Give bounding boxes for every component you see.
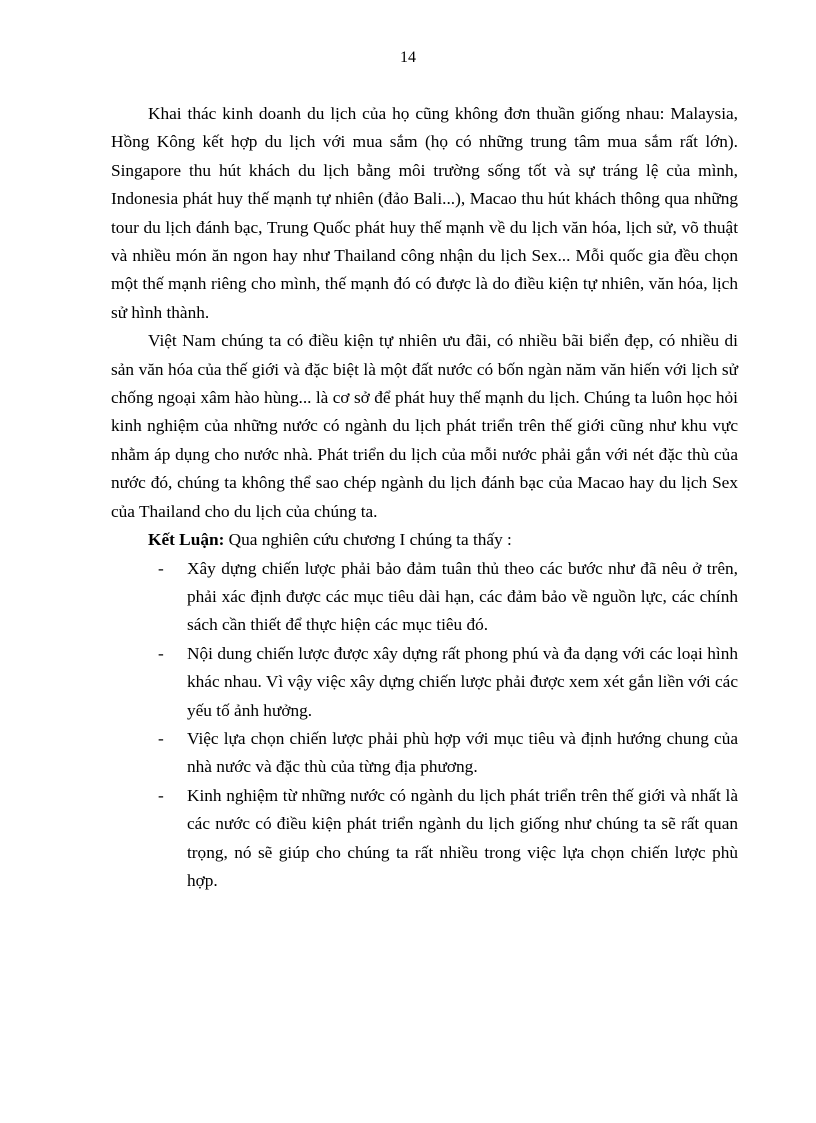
list-item [111, 725, 738, 782]
paragraph-vietnam-tourism: Việt Nam chúng ta có điều kiện tự nhiên ưu đãi, có nhiều bãi biển đẹp, có nhiều di sản văn hóa của thế giới và đặc biệt là một đất nước có bốn ngàn năm văn hiến với lịch sử chống ngoại xâm hào hùng... là cơ sở để phát huy thế mạnh du lịch. Chúng ta luôn học hỏi kinh nghiệm của những nước có ngành du lịch phát triển trên thế giới cũng như khu vực nhằm áp dụng cho nước nhà. Phát triển du lịch của mỗi nước phải gắn với nét đặc thù của nước đó, chúng ta không thể sao chép ngành du lịch đánh bạc của Macao hay du lịch Sex của Thailand cho du lịch của chúng ta. [111, 331, 738, 521]
list-item-text: Xây dựng chiến lược phải bảo đảm tuân thủ theo các bước như đã nêu ở trên, phải xác định được các mục tiêu dài hạn, các đảm bảo về nguồn lực, các chính sách cần thiết để thực hiện các mục tiêu đó. [187, 558, 738, 635]
bullet-dash: - [158, 643, 164, 663]
list-item [111, 640, 738, 725]
bullet-dash: - [158, 785, 164, 805]
list-item-text: Kinh nghiệm từ những nước có ngành du lịch phát triển trên thế giới và nhất là các nước có điều kiện phát triển ngành du lịch giống như chúng ta sẽ rất quan trọng, nó sẽ giúp cho chúng ta rất nhiều trong việc lựa chọn chiến lược phù hợp. [187, 785, 738, 890]
list-item-text: Nội dung chiến lược được xây dựng rất phong phú và đa dạng với các loại hình khác nhau. Vì vậy việc xây dựng chiến lược phải được xem xét gắn liền với các yếu tố ảnh hưởng. [187, 643, 738, 720]
list-item-text: Việc lựa chọn chiến lược phải phù hợp với mục tiêu và định hướng chung của nhà nước và đặc thù của từng địa phương. [187, 728, 738, 777]
conclusion-list [111, 555, 738, 896]
list-item [111, 782, 738, 896]
conclusion-label: Kết Luận: [148, 530, 225, 550]
bullet-dash: - [158, 558, 164, 578]
list-item [111, 555, 738, 640]
document-body [111, 100, 738, 895]
conclusion-heading [111, 526, 738, 554]
conclusion-intro: Qua nghiên cứu chương I chúng ta thấy : [224, 530, 512, 550]
bullet-dash: - [158, 728, 164, 748]
page-number: 14 [400, 49, 416, 66]
paragraph-tourism-models: Khai thác kinh doanh du lịch của họ cũng không đơn thuần giống nhau: Malaysia, Hồng Kông kết hợp du lịch với mua sắm (họ có những trung tâm mua sắm rất lớn). Singapore thu hút khách du lịch bằng môi trường sống tốt và sự tráng lệ của mình, Indonesia phát huy thế mạnh tự nhiên (đảo Bali...), Macao thu hút khách thông qua những tour du lịch đánh bạc, Trung Quốc phát huy thế mạnh về du lịch văn hóa, lịch sử, võ thuật và nhiều món ăn ngon hay như Thailand công nhận du lịch Sex... Mỗi quốc gia đều chọn một thế mạnh riêng cho mình, thế mạnh đó có được là do điều kiện tự nhiên, văn hóa, lịch sử hình thành. [111, 104, 738, 322]
